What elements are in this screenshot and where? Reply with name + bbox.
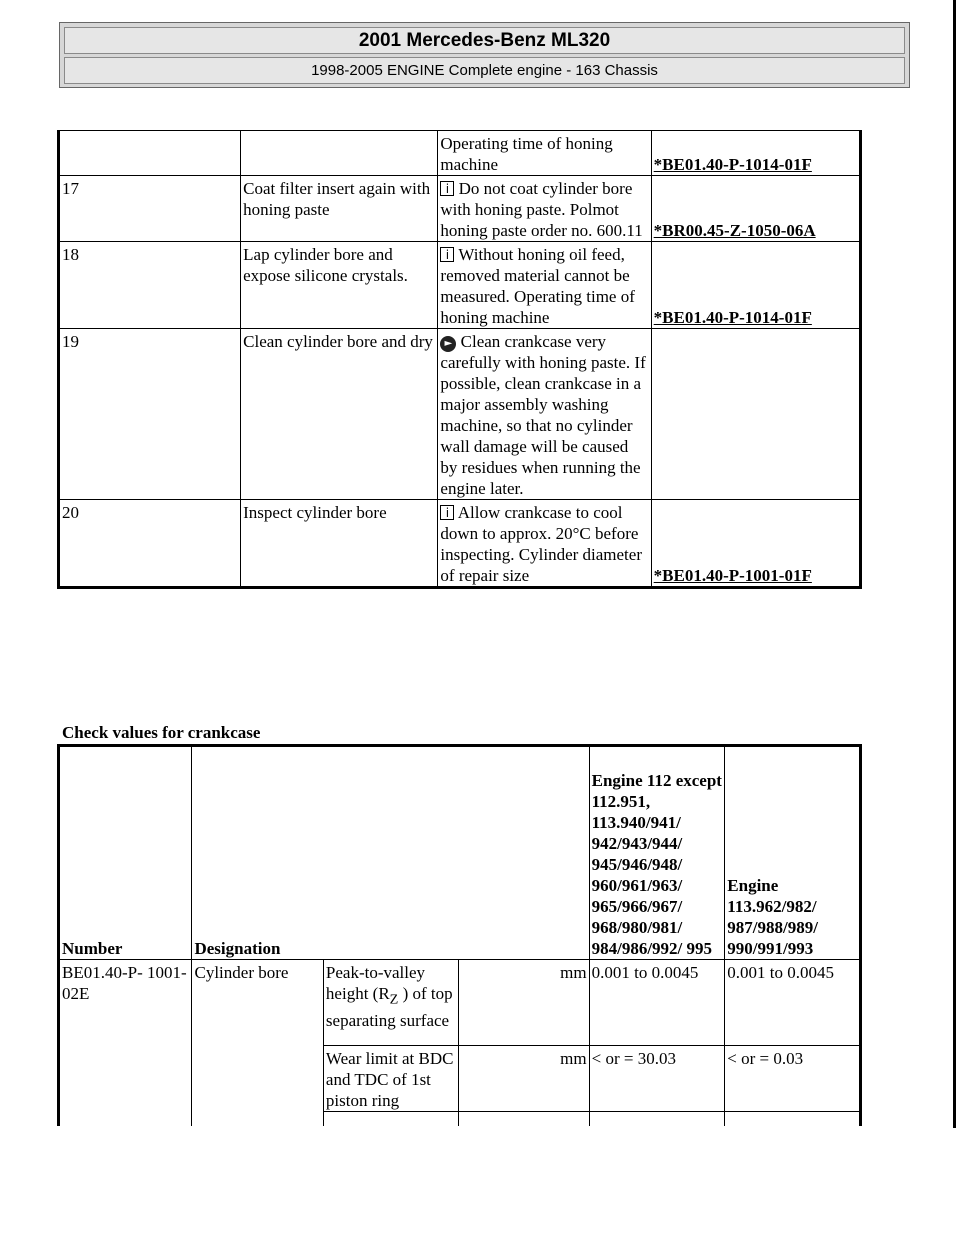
doc-reference-link[interactable]: *BE01.40-P-1014-01F — [651, 131, 860, 176]
tip-icon: ► — [440, 336, 456, 352]
subscript: Z — [389, 991, 399, 1008]
info-icon: i — [440, 247, 454, 262]
document-subtitle: 1998-2005 ENGINE Complete engine - 163 Chassis — [64, 57, 905, 84]
header-engine-b: Engine 113.962/982/ 987/988/989/ 990/991/993 — [725, 746, 861, 960]
step-operation: Clean cylinder bore and dry — [241, 329, 438, 500]
step-number: 17 — [59, 176, 241, 242]
step-note — [438, 242, 651, 329]
header-number: Number — [59, 746, 192, 960]
step-note — [438, 131, 651, 176]
header-engine-a: Engine 112 except 112.951, 113.940/941/ 942/943/944/ 945/946/948/ 960/961/963/ 965/966/967/ 968/980/981/ 984/986/992/ 995 — [589, 746, 725, 960]
step-note — [438, 500, 651, 588]
step-operation: Lap cylinder bore and expose silicone crystals. — [241, 242, 438, 329]
table-row — [59, 176, 861, 242]
check-subdesignation: Wear limit at BDC and TDC of 1st piston ring — [323, 1046, 459, 1112]
check-values-table — [57, 744, 862, 1126]
step-number — [59, 131, 241, 176]
step-operation: Inspect cylinder bore — [241, 500, 438, 588]
check-unit: mm — [459, 1046, 589, 1112]
check-value-b: < or = 0.03 — [725, 1046, 861, 1112]
table-row — [59, 131, 861, 176]
doc-reference-link — [651, 329, 860, 500]
info-icon: i — [440, 181, 454, 196]
check-designation: Cylinder bore — [192, 960, 323, 1126]
check-subdesignation — [323, 960, 459, 1046]
doc-reference-link[interactable]: *BE01.40-P-1014-01F — [651, 242, 860, 329]
step-note-text: Operating time of honing machine — [440, 134, 613, 174]
step-note-text: Clean crankcase very carefully with honing paste. If possible, clean crankcase in a major assembly washing machine, so that no cylinder wall damage will be caused by residues when running the engine later. — [440, 332, 646, 498]
step-note — [438, 176, 651, 242]
header-designation: Designation — [192, 746, 589, 960]
table-row — [59, 242, 861, 329]
document-title: 2001 Mercedes-Benz ML320 — [64, 27, 905, 54]
table-row — [59, 500, 861, 588]
check-number: BE01.40-P- 1001-02E — [59, 960, 192, 1126]
empty-cell — [725, 1112, 861, 1126]
check-unit: mm — [459, 960, 589, 1046]
table-row — [59, 329, 861, 500]
section-heading: Check values for crankcase — [62, 723, 261, 742]
empty-cell — [459, 1112, 589, 1126]
document-header — [59, 22, 910, 88]
empty-cell — [323, 1112, 459, 1126]
step-note-text: Allow crankcase to cool down to approx. 20°C before inspecting. Cylinder diameter of repair size — [440, 503, 642, 585]
doc-reference-link[interactable]: *BR00.45-Z-1050-06A — [651, 176, 860, 242]
step-note — [438, 329, 651, 500]
step-number: 18 — [59, 242, 241, 329]
page-right-border — [953, 0, 956, 1128]
empty-cell — [589, 1112, 725, 1126]
doc-reference-link[interactable]: *BE01.40-P-1001-01F — [651, 500, 860, 588]
procedure-steps-table — [57, 130, 862, 589]
check-value-a: < or = 30.03 — [589, 1046, 725, 1112]
step-note-text: Do not coat cylinder bore with honing paste. Polmot honing paste order no. 600.11 — [440, 179, 643, 240]
check-value-b: 0.001 to 0.0045 — [725, 960, 861, 1046]
table-row — [59, 960, 861, 1046]
info-icon: i — [440, 505, 454, 520]
subdesignation-text: ) of top separating surface — [325, 984, 453, 1031]
subdesignation-text: Peak-to-valley height (R — [325, 963, 426, 1003]
step-operation — [241, 131, 438, 176]
table-header-row — [59, 746, 861, 960]
step-operation: Coat filter insert again with honing paste — [241, 176, 438, 242]
step-note-text: Without honing oil feed, removed material cannot be measured. Operating time of honing machine — [440, 245, 635, 327]
step-number: 20 — [59, 500, 241, 588]
step-number: 19 — [59, 329, 241, 500]
check-value-a: 0.001 to 0.0045 — [589, 960, 725, 1046]
